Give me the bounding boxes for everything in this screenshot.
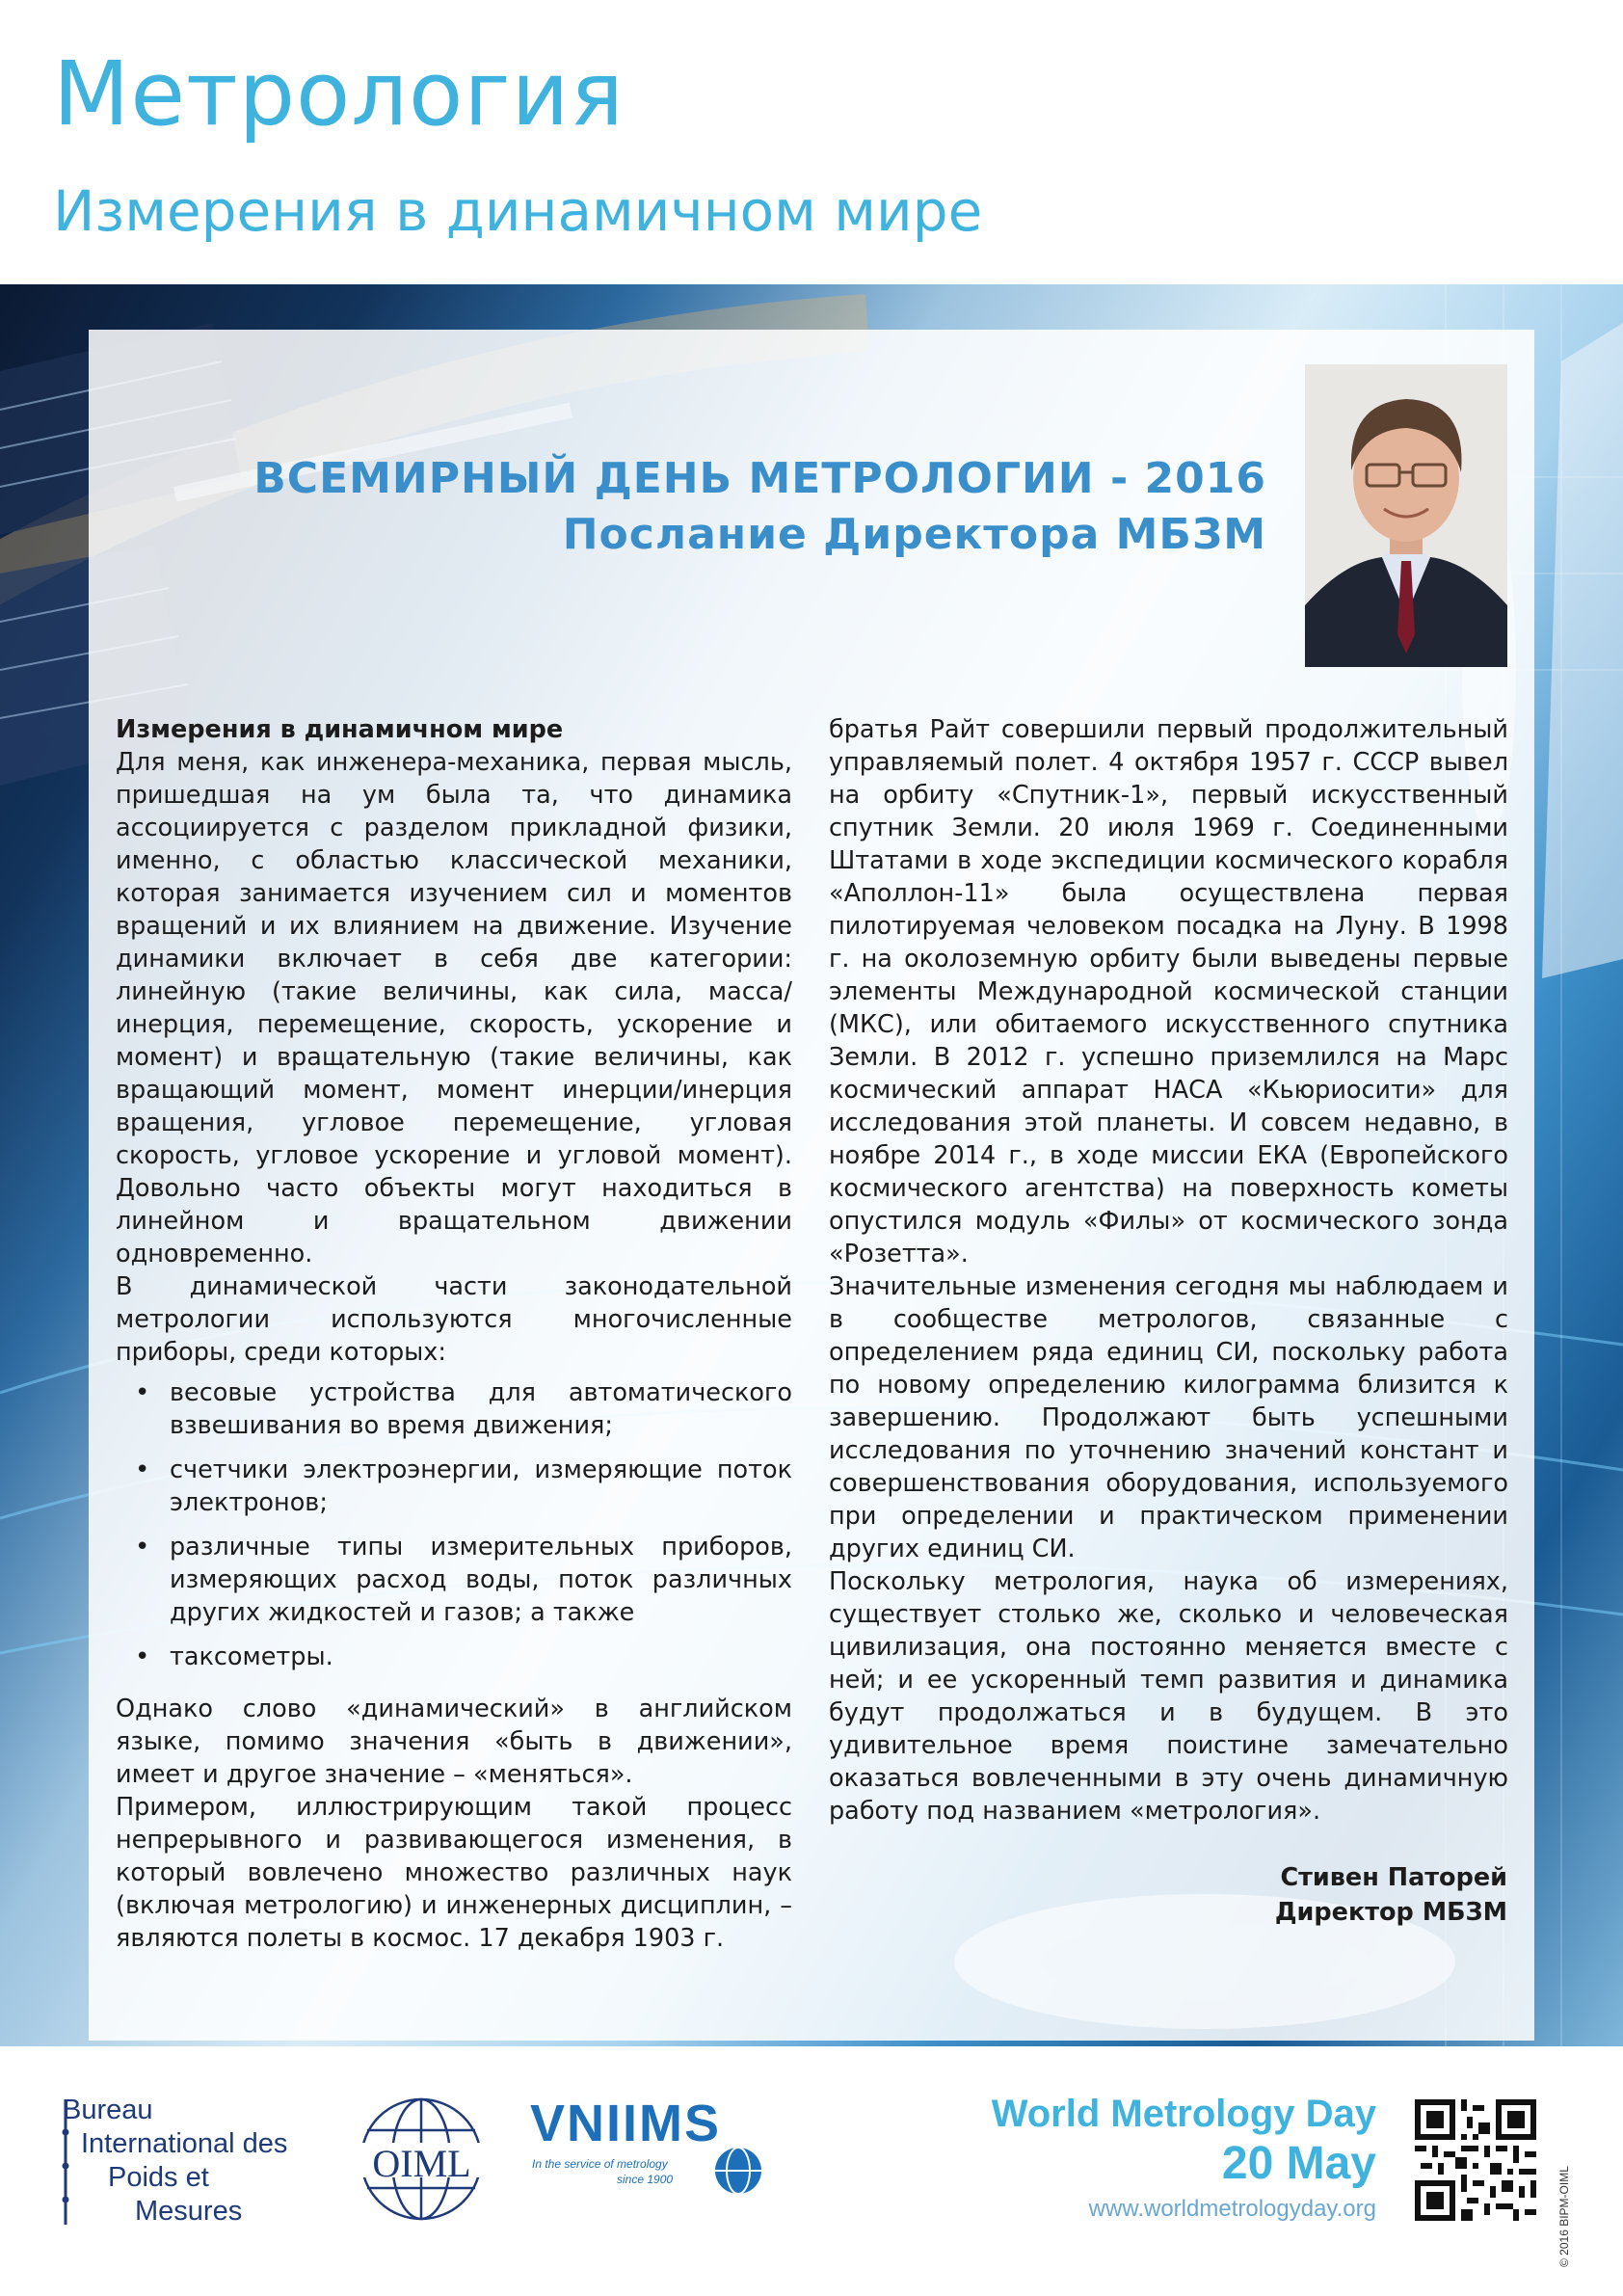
section-heading: Измерения в динамичном мире (116, 715, 564, 744)
vniims-logo (530, 2094, 838, 2219)
qr-code-icon[interactable] (1415, 2099, 1536, 2221)
world-metrology-day (992, 2092, 1376, 2227)
header (0, 0, 1623, 284)
page-subtitle: Измерения в динамичном мире (53, 178, 983, 244)
wmd-title: World Metrology Day (991, 2093, 1376, 2135)
page-title: Метрология (53, 42, 625, 146)
wmd-date: 20 May (1221, 2138, 1376, 2189)
text-column-right (829, 713, 1508, 1828)
copyright-text: © 2016 BIPM-OIML (1557, 2166, 1571, 2267)
wmd-url[interactable]: www.worldmetrologyday.org (1088, 2196, 1376, 2222)
signature-name: Стивен Паторей (1280, 1863, 1507, 1892)
vniims-text: VNIIMS (530, 2095, 722, 2152)
paragraph: Поскольку метрология, наука об измерениях, существует столько же, сколько и человеческая цивилизация, она постоянно меняется вместе с ней; и ее ускоренный темп развития и динамика будут продолжаться и в будущем. В это удивительное время поистине замечательно оказаться вовлеченными в эту очень динамичную работу под названием «метрология». (829, 1567, 1508, 1826)
bipm-logo (60, 2094, 320, 2229)
paragraph: Для меня, как инженера-механика, первая мысль, пришедшая на ум была та, что динамика ассоциируется с разделом прикладной физики, именно, с областью классической механики, которая занимается изучением сил и моментов вращений и их влиянием на движение. Изучение динамики включает в себя две категории: линейную (такие величины, как сила, масса/инерция, перемещение, скорость, ускорение и момент) и вращательную (такие величины, как вращающий момент, момент инерции/инерция вращения, угловое перемещение, угловая скорость, угловое ускорение и угловой момент). Довольно часто объекты могут находиться в линейном и вращательном движении одновременно. (116, 748, 792, 1268)
director-portrait (1305, 364, 1507, 667)
signature (1275, 1860, 1507, 1930)
list-item: • таксометры. (116, 1641, 792, 1673)
vniims-globe-icon (709, 2144, 767, 2198)
list-item: • весовые устройства для автоматического взвешивания во время движения; (116, 1376, 792, 1442)
copyright (1554, 2094, 1573, 2267)
list-item: • счетчики электроэнергии, измеряющие поток электронов; (116, 1454, 792, 1519)
vniims-tagline: In the service of metrology (532, 2157, 668, 2171)
oiml-text: OIML (372, 2142, 471, 2185)
instrument-list (116, 1376, 792, 1673)
signature-title: Директор МБЗМ (1274, 1898, 1507, 1927)
message-title-line2: Послание Директора МБЗМ (562, 510, 1266, 559)
oiml-logo (342, 2087, 501, 2231)
paragraph: братья Райт совершили первый продолжительный управляемый полет. 4 октября 1957 г. СССР вывел на орбиту «Спутник-1», первый искусственный спутник Земли. 20 июля 1969 г. Соединенными Штатами в ходе экспедиции космического корабля «Аполлон-11» была осуществлена первая пилотируемая человеком посадка на Луну. В 1998 г. на околоземную орбиту были выведены первые элементы Международной космической станции (МКС), или обитаемого искусственного спутника Земли. В 2012 г. успешно приземлился на Марс космический аппарат НАСА «Кьюриосити» для исследования этой планеты. И совсем недавно, в ноябре 2014 г., в ходе миссии ЕКА (Европейского космического агентства) на поверхность кометы опустился модуль «Филы» от космического зонда «Розетта». (829, 715, 1508, 1268)
bipm-line-4: Mesures (135, 2196, 243, 2227)
bipm-line-2: International des (81, 2128, 288, 2159)
list-item: • различные типы измерительных приборов, измеряющих расход воды, поток различных других жидкостей и газов; а также (116, 1531, 792, 1629)
bipm-line-3: Poids et (108, 2162, 209, 2193)
paragraph: Однако слово «динамический» в английском языке, помимо значения «быть в движении», имеет и другое значение – «меняться». (116, 1695, 792, 1789)
bipm-line-1: Bureau (63, 2095, 153, 2125)
paragraph: Значительные изменения сегодня мы наблюдаем и в сообществе метрологов, связанные с определением ряда единиц СИ, поскольку работа по новому определению килограмма близится к завершению. Продолжают быть успешными исследования по уточнению значений констант и совершенствования оборудования, используемого при определении и практическом применении других единиц СИ. (829, 1272, 1508, 1563)
paragraph: В динамической части законодательной метрологии используются многочисленные приборы, среди которых: (116, 1272, 792, 1367)
text-column-left (116, 713, 792, 1955)
paragraph: Примером, иллюстрирующим такой процесс непрерывного и развивающегося изменения, в который вовлечено множество различных наук (включая метрологию) и инженерных дисциплин, – являются полеты в космос. 17 декабря 1903 г. (116, 1793, 792, 1953)
message-title-line1: ВСЕМИРНЫЙ ДЕНЬ МЕТРОЛОГИИ - 2016 (253, 454, 1266, 503)
vniims-since: since 1900 (617, 2173, 674, 2186)
message-title (253, 451, 1266, 563)
